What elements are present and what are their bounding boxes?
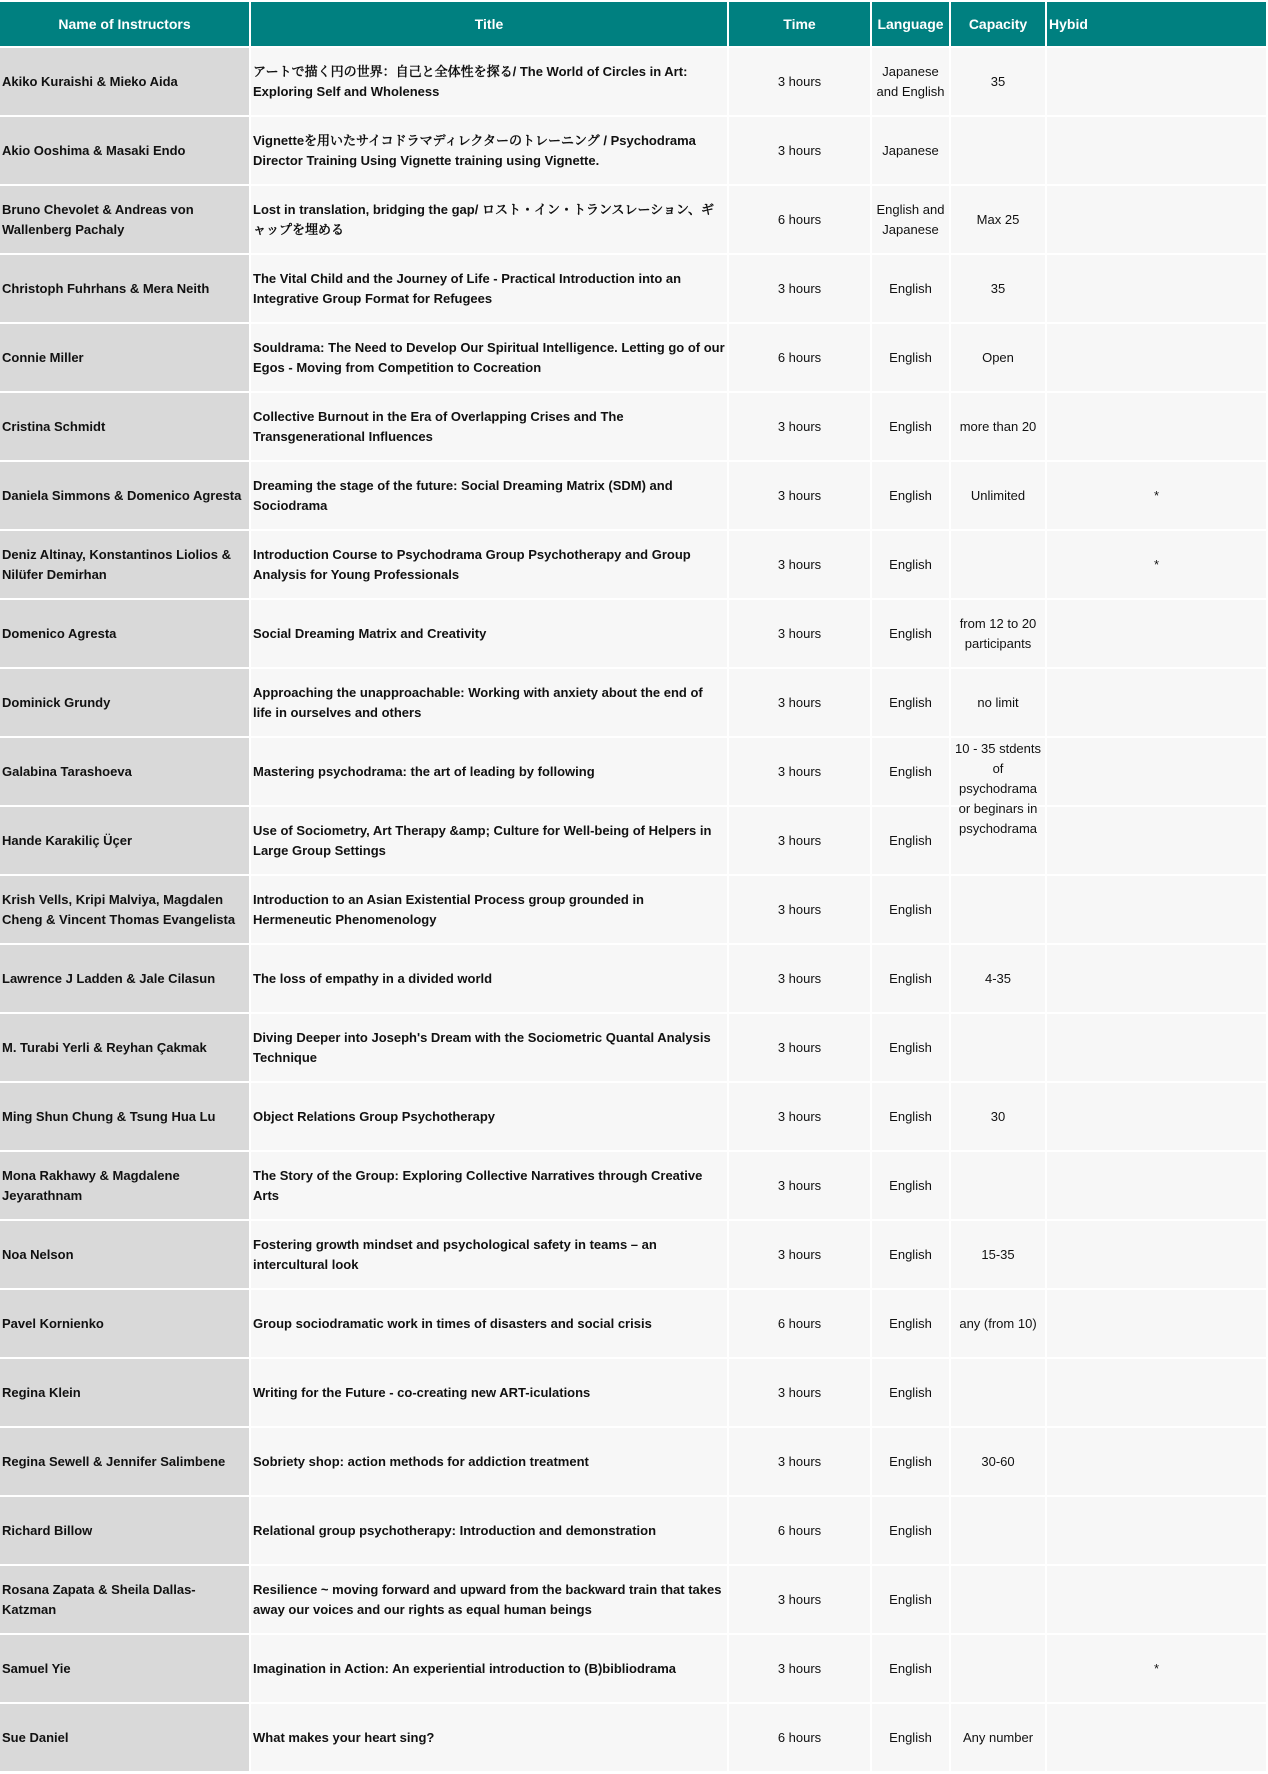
capacity-text: more than 20	[959, 418, 1037, 434]
cell-workshop-title[interactable]: Lost in translation, bridging the gap/ ロスト・イン・トランスレーション、ギャップを埋める	[251, 186, 727, 253]
capacity-text: no limit	[977, 694, 1019, 710]
cell-instructor-name[interactable]: Richard Billow	[0, 1497, 249, 1564]
cell-hybrid[interactable]	[1047, 186, 1266, 253]
cell-language[interactable]: English and Japanese	[872, 186, 949, 253]
table-row[interactable]	[0, 738, 1266, 805]
cell-capacity[interactable]	[951, 1497, 1045, 1564]
cell-workshop-title[interactable]: The Story of the Group: Exploring Collective Narratives through Creative Arts	[251, 1152, 727, 1219]
cell-capacity[interactable]	[951, 531, 1045, 598]
cell-language[interactable]: English	[872, 1566, 949, 1633]
column-header-language[interactable]: Language	[872, 2, 949, 46]
cell-instructor-name[interactable]: Bruno Chevolet & Andreas von Wallenberg Pachaly	[0, 186, 249, 253]
capacity-text: 35	[990, 280, 1006, 296]
cell-hybrid[interactable]: *	[1047, 462, 1266, 529]
cell-language[interactable]: English	[872, 1428, 949, 1495]
cell-workshop-title[interactable]: Souldrama: The Need to Develop Our Spiritual Intelligence. Letting go of our Egos - Moving from Competition to Cocreation	[251, 324, 727, 391]
table-row[interactable]	[0, 48, 1266, 115]
cell-instructor-name[interactable]: Ming Shun Chung & Tsung Hua Lu	[0, 1083, 249, 1150]
cell-hybrid[interactable]	[1047, 1014, 1266, 1081]
capacity-text: 30-60	[981, 1453, 1015, 1469]
cell-capacity[interactable]	[951, 1704, 1045, 1771]
cell-language[interactable]: English	[872, 945, 949, 1012]
capacity-text: any (from 10)	[959, 1315, 1037, 1331]
cell-language[interactable]: English	[872, 393, 949, 460]
cell-time[interactable]: 6 hours	[729, 324, 870, 391]
cell-hybrid[interactable]	[1047, 1566, 1266, 1633]
cell-language[interactable]: English	[872, 1083, 949, 1150]
table-row[interactable]	[0, 1428, 1266, 1495]
cell-language[interactable]: English	[872, 324, 949, 391]
cell-language[interactable]: English	[872, 1635, 949, 1702]
cell-hybrid[interactable]	[1047, 1704, 1266, 1771]
cell-hybrid[interactable]	[1047, 1152, 1266, 1219]
cell-workshop-title[interactable]: Use of Sociometry, Art Therapy &amp; Culture for Well-being of Helpers in Large Group Settings	[251, 807, 727, 874]
cell-instructor-name[interactable]: Regina Klein	[0, 1359, 249, 1426]
table-row[interactable]	[0, 945, 1266, 1012]
capacity-text: Any number	[962, 1729, 1034, 1745]
cell-workshop-title[interactable]: Sobriety shop: action methods for addiction treatment	[251, 1428, 727, 1495]
column-header-title[interactable]: Title	[251, 2, 727, 46]
cell-capacity[interactable]	[951, 255, 1045, 322]
cell-instructor-name[interactable]: Sue Daniel	[0, 1704, 249, 1771]
table-row[interactable]	[0, 669, 1266, 736]
cell-time[interactable]: 3 hours	[729, 600, 870, 667]
cell-capacity[interactable]	[951, 945, 1045, 1012]
cell-workshop-title[interactable]: Introduction Course to Psychodrama Group Psychotherapy and Group Analysis for Young Professionals	[251, 531, 727, 598]
cell-capacity[interactable]	[951, 738, 1045, 836]
capacity-text: from 12 to 20 participants	[959, 615, 1037, 651]
table-row[interactable]	[0, 186, 1266, 253]
cell-time[interactable]: 3 hours	[729, 1152, 870, 1219]
cell-capacity[interactable]	[951, 600, 1045, 667]
table-body	[0, 48, 1266, 1771]
cell-language[interactable]: English	[872, 462, 949, 529]
cell-workshop-title[interactable]: Imagination in Action: An experiential introduction to (B)bibliodrama	[251, 1635, 727, 1702]
cell-instructor-name[interactable]: Deniz Altinay, Konstantinos Liolios & Nilüfer Demirhan	[0, 531, 249, 598]
cell-instructor-name[interactable]: Mona Rakhawy & Magdalene Jeyarathnam	[0, 1152, 249, 1219]
table-row[interactable]	[0, 393, 1266, 460]
column-header-name[interactable]: Name of Instructors	[0, 2, 249, 46]
cell-time[interactable]: 6 hours	[729, 186, 870, 253]
cell-capacity[interactable]	[951, 1221, 1045, 1288]
cell-capacity[interactable]	[951, 1014, 1045, 1081]
cell-time[interactable]: 3 hours	[729, 255, 870, 322]
capacity-text: 30	[990, 1108, 1006, 1124]
table-row[interactable]	[0, 324, 1266, 391]
cell-time[interactable]: 3 hours	[729, 738, 870, 805]
cell-hybrid[interactable]	[1047, 945, 1266, 1012]
cell-language[interactable]: English	[872, 1152, 949, 1219]
table-row[interactable]	[0, 1635, 1266, 1702]
cell-hybrid[interactable]: *	[1047, 531, 1266, 598]
cell-time[interactable]: 6 hours	[729, 1497, 870, 1564]
table-row[interactable]	[0, 1290, 1266, 1357]
cell-time[interactable]: 3 hours	[729, 876, 870, 943]
cell-time[interactable]: 3 hours	[729, 1083, 870, 1150]
cell-workshop-title[interactable]: Group sociodramatic work in times of disasters and social crisis	[251, 1290, 727, 1357]
table-row[interactable]	[0, 1704, 1266, 1771]
table-row[interactable]	[0, 1359, 1266, 1426]
cell-hybrid[interactable]	[1047, 738, 1266, 805]
cell-hybrid[interactable]	[1047, 324, 1266, 391]
capacity-text: Unlimited	[970, 487, 1026, 503]
cell-workshop-title[interactable]: The Vital Child and the Journey of Life - Practical Introduction into an Integrative Group Format for Refugees	[251, 255, 727, 322]
cell-workshop-title[interactable]: Vignetteを用いたサイコドラマディレクターのトレーニング / Psychodrama Director Training Using Vignette training using Vignette.	[251, 117, 727, 184]
cell-language[interactable]: English	[872, 600, 949, 667]
cell-workshop-title[interactable]: Collective Burnout in the Era of Overlapping Crises and The Transgenerational Influences	[251, 393, 727, 460]
cell-workshop-title[interactable]: The loss of empathy in a divided world	[251, 945, 727, 1012]
capacity-text: Max 25	[976, 211, 1020, 227]
cell-language[interactable]: Japanese and English	[872, 48, 949, 115]
cell-capacity[interactable]	[951, 1290, 1045, 1357]
cell-language[interactable]: English	[872, 807, 949, 874]
table-row[interactable]	[0, 531, 1266, 598]
cell-hybrid[interactable]	[1047, 669, 1266, 736]
cell-language[interactable]: Japanese	[872, 117, 949, 184]
cell-hybrid[interactable]	[1047, 1428, 1266, 1495]
capacity-text: 35	[990, 73, 1006, 89]
cell-language[interactable]: English	[872, 531, 949, 598]
cell-time[interactable]: 3 hours	[729, 1428, 870, 1495]
cell-instructor-name[interactable]: Cristina Schmidt	[0, 393, 249, 460]
cell-workshop-title[interactable]: Mastering psychodrama: the art of leading by following	[251, 738, 727, 805]
cell-hybrid[interactable]	[1047, 1290, 1266, 1357]
cell-capacity[interactable]	[951, 393, 1045, 460]
table-row[interactable]	[0, 462, 1266, 529]
cell-language[interactable]: English	[872, 1704, 949, 1771]
cell-workshop-title[interactable]: Relational group psychotherapy: Introduction and demonstration	[251, 1497, 727, 1564]
cell-time[interactable]: 3 hours	[729, 48, 870, 115]
cell-language[interactable]: English	[872, 1497, 949, 1564]
cell-hybrid[interactable]	[1047, 600, 1266, 667]
column-header-time[interactable]: Time	[729, 2, 870, 46]
cell-instructor-name[interactable]: Daniela Simmons & Domenico Agresta	[0, 462, 249, 529]
cell-instructor-name[interactable]: Noa Nelson	[0, 1221, 249, 1288]
cell-capacity[interactable]	[951, 876, 1045, 943]
cell-instructor-name[interactable]: Lawrence J Ladden & Jale Cilasun	[0, 945, 249, 1012]
cell-instructor-name[interactable]: Rosana Zapata & Sheila Dallas-Katzman	[0, 1566, 249, 1633]
cell-time[interactable]: 6 hours	[729, 1704, 870, 1771]
cell-time[interactable]: 3 hours	[729, 117, 870, 184]
cell-language[interactable]: English	[872, 1221, 949, 1288]
capacity-text: Open	[982, 349, 1014, 365]
header-row	[0, 2, 1266, 46]
cell-hybrid[interactable]	[1047, 1221, 1266, 1288]
table-row[interactable]	[0, 1221, 1266, 1288]
cell-workshop-title[interactable]: Resilience ~ moving forward and upward from the backward train that takes away our voices and our rights as equal human beings	[251, 1566, 727, 1633]
cell-instructor-name[interactable]: Hande Karakiliç Üçer	[0, 807, 249, 874]
cell-instructor-name[interactable]: Akio Ooshima & Masaki Endo	[0, 117, 249, 184]
table-row[interactable]	[0, 1014, 1266, 1081]
cell-time[interactable]: 3 hours	[729, 462, 870, 529]
cell-instructor-name[interactable]: Domenico Agresta	[0, 600, 249, 667]
cell-capacity[interactable]	[951, 669, 1045, 736]
cell-language[interactable]: English	[872, 738, 949, 805]
column-header-capacity[interactable]: Capacity	[951, 2, 1045, 46]
cell-hybrid[interactable]	[1047, 1359, 1266, 1426]
table-row[interactable]	[0, 255, 1266, 322]
cell-capacity[interactable]	[951, 186, 1045, 253]
table-row[interactable]	[0, 117, 1266, 184]
table-row[interactable]	[0, 807, 1266, 874]
cell-time[interactable]: 3 hours	[729, 531, 870, 598]
cell-capacity[interactable]	[951, 1428, 1045, 1495]
cell-time[interactable]: 3 hours	[729, 669, 870, 736]
cell-language[interactable]: English	[872, 1014, 949, 1081]
cell-capacity[interactable]	[951, 1083, 1045, 1150]
cell-instructor-name[interactable]: Krish Vells, Kripi Malviya, Magdalen Cheng & Vincent Thomas Evangelista	[0, 876, 249, 943]
table-row[interactable]	[0, 1152, 1266, 1219]
cell-instructor-name[interactable]: M. Turabi Yerli & Reyhan Çakmak	[0, 1014, 249, 1081]
cell-capacity[interactable]	[951, 462, 1045, 529]
cell-capacity[interactable]	[951, 48, 1045, 115]
cell-instructor-name[interactable]: Samuel Yie	[0, 1635, 249, 1702]
cell-instructor-name[interactable]: Dominick Grundy	[0, 669, 249, 736]
table-row[interactable]	[0, 1497, 1266, 1564]
column-header-hybrid[interactable]: Hybid	[1047, 2, 1266, 46]
capacity-text: 15-35	[981, 1246, 1015, 1262]
cell-language[interactable]: English	[872, 669, 949, 736]
cell-hybrid[interactable]	[1047, 117, 1266, 184]
cell-workshop-title[interactable]: Introduction to an Asian Existential Process group grounded in Hermeneutic Phenomenology	[251, 876, 727, 943]
cell-instructor-name[interactable]: Connie Miller	[0, 324, 249, 391]
cell-time[interactable]: 3 hours	[729, 945, 870, 1012]
cell-hybrid[interactable]	[1047, 1083, 1266, 1150]
cell-time[interactable]: 3 hours	[729, 807, 870, 874]
cell-workshop-title[interactable]: Diving Deeper into Joseph's Dream with the Sociometric Quantal Analysis Technique	[251, 1014, 727, 1081]
cell-capacity[interactable]	[951, 1635, 1045, 1702]
cell-hybrid[interactable]	[1047, 48, 1266, 115]
capacity-text: 10 - 35 stdents of psychodrama or beginars in psychodrama	[955, 740, 1041, 836]
cell-workshop-title[interactable]: Object Relations Group Psychotherapy	[251, 1083, 727, 1150]
cell-time[interactable]: 6 hours	[729, 1290, 870, 1357]
cell-time[interactable]: 3 hours	[729, 1566, 870, 1633]
table-row[interactable]	[0, 600, 1266, 667]
cell-hybrid[interactable]	[1047, 393, 1266, 460]
cell-workshop-title[interactable]: Dreaming the stage of the future: Social Dreaming Matrix (SDM) and Sociodrama	[251, 462, 727, 529]
cell-workshop-title[interactable]: What makes your heart sing?	[251, 1704, 727, 1771]
cell-capacity[interactable]	[951, 324, 1045, 391]
cell-instructor-name[interactable]: Akiko Kuraishi & Mieko Aida	[0, 48, 249, 115]
cell-instructor-name[interactable]: Christoph Fuhrhans & Mera Neith	[0, 255, 249, 322]
cell-hybrid[interactable]	[1047, 807, 1266, 874]
table-row[interactable]	[0, 876, 1266, 943]
table-row[interactable]	[0, 1083, 1266, 1150]
cell-hybrid[interactable]: *	[1047, 1635, 1266, 1702]
cell-workshop-title[interactable]: Social Dreaming Matrix and Creativity	[251, 600, 727, 667]
cell-hybrid[interactable]	[1047, 876, 1266, 943]
cell-capacity[interactable]	[951, 117, 1045, 184]
cell-language[interactable]: English	[872, 1290, 949, 1357]
cell-instructor-name[interactable]: Pavel Kornienko	[0, 1290, 249, 1357]
cell-language[interactable]: English	[872, 255, 949, 322]
cell-time[interactable]: 3 hours	[729, 1221, 870, 1288]
cell-time[interactable]: 3 hours	[729, 1635, 870, 1702]
capacity-text: 4-35	[984, 970, 1012, 986]
cell-time[interactable]: 3 hours	[729, 1359, 870, 1426]
cell-workshop-title[interactable]: Approaching the unapproachable: Working with anxiety about the end of life in ourselves and others	[251, 669, 727, 736]
cell-time[interactable]: 3 hours	[729, 1014, 870, 1081]
cell-instructor-name[interactable]: Galabina Tarashoeva	[0, 738, 249, 805]
cell-capacity[interactable]	[951, 1566, 1045, 1633]
cell-capacity[interactable]	[951, 1152, 1045, 1219]
cell-language[interactable]: English	[872, 876, 949, 943]
cell-workshop-title[interactable]: Writing for the Future - co-creating new ART-iculations	[251, 1359, 727, 1426]
cell-workshop-title[interactable]: Fostering growth mindset and psychological safety in teams – an intercultural look	[251, 1221, 727, 1288]
cell-instructor-name[interactable]: Regina Sewell & Jennifer Salimbene	[0, 1428, 249, 1495]
table-row[interactable]	[0, 1566, 1266, 1633]
cell-hybrid[interactable]	[1047, 255, 1266, 322]
cell-hybrid[interactable]	[1047, 1497, 1266, 1564]
cell-capacity[interactable]	[951, 1359, 1045, 1426]
cell-workshop-title[interactable]: アートで描く円の世界：自己と全体性を探る/ The World of Circles in Art: Exploring Self and Wholeness	[251, 48, 727, 115]
cell-language[interactable]: English	[872, 1359, 949, 1426]
cell-time[interactable]: 3 hours	[729, 393, 870, 460]
